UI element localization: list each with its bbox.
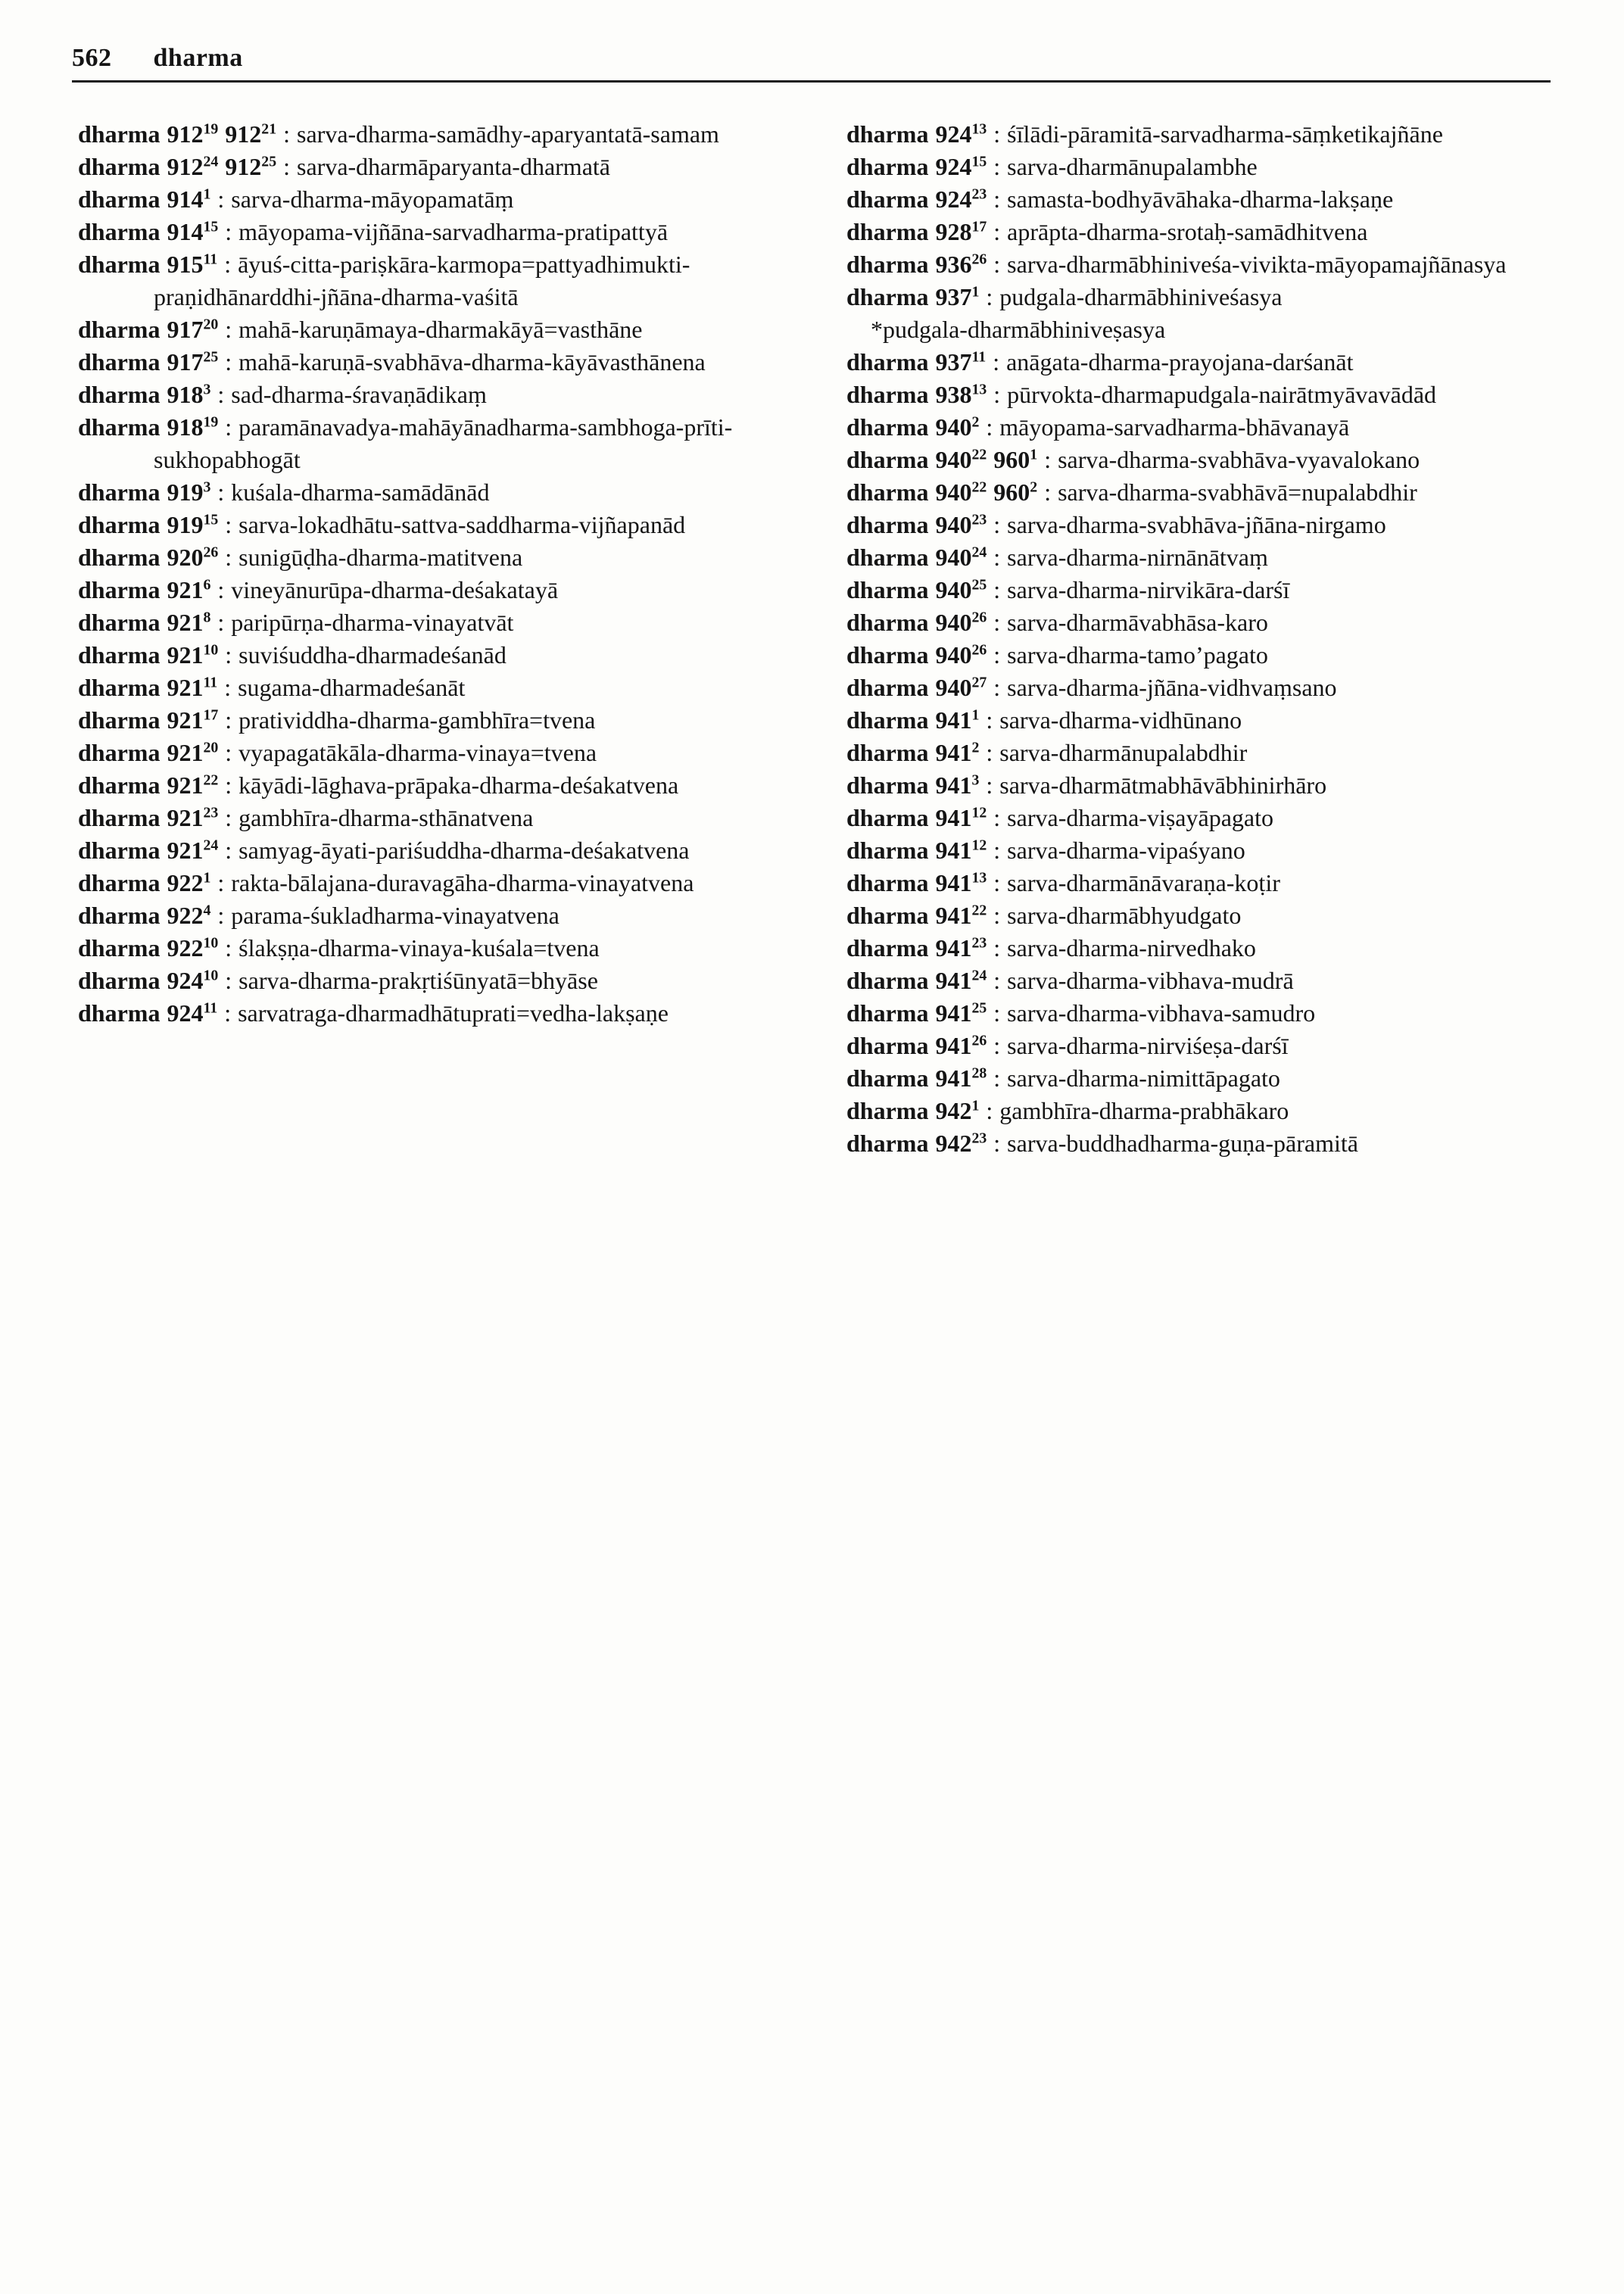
entry-headword: dharma $941^{13}$: [846, 869, 987, 896]
line-number-superscript: 15: [203, 218, 219, 235]
entry-headword: dharma $921^8$: [78, 609, 211, 636]
entry-term: āyuś-citta-pariṣkāra-karmopa=pattyadhimukti-praṇidhānarddhi-jñāna-dharma-vaśitā: [154, 251, 690, 310]
entry-variant-note: *pudgala-dharmābhiniveṣasya: [871, 316, 1166, 343]
entry-headword: dharma $915^{11}$: [78, 251, 218, 278]
line-number-superscript: 21: [261, 120, 277, 138]
index-entry: dharma $941^{22}$ : sarva-dharmābhyudgato: [846, 902, 1242, 929]
line-number-superscript: 1: [203, 185, 211, 203]
index-entry: dharma $941^{13}$ : sarva-dharmānāvaraṇa-koṭir: [846, 869, 1280, 896]
line-number-superscript: 25: [971, 576, 987, 594]
index-entry: dharma $921^{24}$ : samyag-āyati-pariśuddha-dharma-deśakatvena: [78, 837, 690, 864]
index-entry: dharma $941^{24}$ : sarva-dharma-vibhava-mudrā: [846, 967, 1294, 994]
line-number-superscript: 11: [203, 674, 218, 691]
entry-headword: dharma $941^{26}$: [846, 1032, 987, 1059]
index-entry: dharma $921^{11}$ : sugama-dharmadeśanāt: [78, 674, 466, 701]
index-entry: dharma $937^{11}$ : anāgata-dharma-prayojana-darśanāt: [846, 348, 1354, 376]
index-entry: dharma $941^2$ : sarva-dharmānupalabdhir: [846, 739, 1248, 766]
index-entry: dharma $921^8$ : paripūrṇa-dharma-vinayatvāt: [78, 609, 514, 636]
entry-term: sugama-dharmadeśanāt: [238, 674, 466, 701]
entry-term: sarva-dharma-vibhava-samudro: [1007, 999, 1316, 1027]
entry-term: sarva-dharmānāvaraṇa-koṭir: [1007, 869, 1280, 896]
line-number-superscript: 1: [971, 706, 980, 724]
entry-headword: dharma $919^3$: [78, 478, 211, 506]
line-number-superscript: 13: [971, 381, 987, 398]
line-number-superscript: 26: [971, 641, 987, 659]
entry-headword: dharma $922^4$: [78, 902, 211, 929]
line-number-superscript: 24: [203, 837, 219, 854]
line-number-superscript: 26: [971, 1032, 987, 1049]
line-number-superscript: 23: [971, 1130, 987, 1147]
line-number-superscript: 12: [971, 837, 987, 854]
entry-headword: dharma $940^{23}$: [846, 511, 987, 538]
index-entry: dharma $928^{17}$ : aprāpta-dharma-srotaḥ-samādhitvena: [846, 218, 1368, 245]
entry-headword: dharma $940^{24}$: [846, 544, 987, 571]
left-column: [78, 118, 756, 1030]
entry-headword: dharma $941^{25}$: [846, 999, 987, 1027]
entry-term: māyopama-sarvadharma-bhāvanayā: [999, 413, 1350, 441]
index-entry: dharma $940^2$ : māyopama-sarvadharma-bhāvanayā: [846, 413, 1350, 441]
line-number-superscript: 13: [971, 869, 987, 887]
entry-term: sarva-dharma-nirviśeṣa-darśī: [1007, 1032, 1289, 1059]
entry-headword: dharma $924^{15}$: [846, 153, 987, 180]
entry-headword: dharma $924^{23}$: [846, 185, 987, 213]
entry-term: gambhīra-dharma-prabhākaro: [999, 1097, 1289, 1124]
line-number-superscript: 17: [203, 706, 219, 724]
entry-headword: dharma $912^{19}$ $912^{21}$: [78, 120, 277, 148]
line-number-superscript: 23: [971, 511, 987, 528]
entry-term: sarva-dharma-tamo’pagato: [1007, 641, 1268, 669]
entry-headword: dharma $940^2$: [846, 413, 980, 441]
entry-term: ślakṣṇa-dharma-vinaya-kuśala=tvena: [238, 934, 600, 962]
entry-term: sarva-dharma-svabhāvā=nupalabdhir: [1058, 478, 1417, 506]
index-entry: dharma $940^{22}$ $960^2$ : sarva-dharma-svabhāvā=nupalabdhir: [846, 478, 1417, 506]
entry-headword: dharma $921^{22}$: [78, 771, 219, 799]
entry-headword: dharma $919^{15}$: [78, 511, 219, 538]
entry-term: sarvatraga-dharmadhātuprati=vedha-lakṣaṇe: [238, 999, 669, 1027]
entry-term: sarva-dharma-svabhāva-vyavalokano: [1058, 446, 1420, 473]
entry-headword: dharma $921^{11}$: [78, 674, 218, 701]
index-entry: dharma $912^{19}$ $912^{21}$ : sarva-dharma-samādhy-aparyantatā-samam: [78, 120, 719, 148]
entry-headword: dharma $937^1$: [846, 283, 980, 310]
entry-term: aprāpta-dharma-srotaḥ-samādhitvena: [1007, 218, 1368, 245]
index-entry: dharma $941^1$ : sarva-dharma-vidhūnano: [846, 706, 1242, 734]
line-number-superscript: 2: [971, 739, 980, 756]
entry-headword: dharma $914^1$: [78, 185, 211, 213]
entry-term: anāgata-dharma-prayojana-darśanāt: [1006, 348, 1354, 376]
line-number-superscript: 11: [203, 999, 218, 1017]
entry-headword: dharma $921^6$: [78, 576, 211, 603]
index-entry: dharma $937^1$ : pudgala-dharmābhiniveśasya: [846, 283, 1283, 310]
entry-headword: dharma $920^{26}$: [78, 544, 219, 571]
line-number-superscript: 25: [203, 348, 219, 366]
entry-headword: dharma $922^1$: [78, 869, 211, 896]
entry-term: sad-dharma-śravaṇādikaṃ: [231, 381, 487, 408]
index-entry: dharma $918^3$ : sad-dharma-śravaṇādikaṃ: [78, 381, 487, 408]
line-number-superscript: 10: [203, 641, 219, 659]
entry-term: parama-śukladharma-vinayatvena: [231, 902, 560, 929]
line-number-superscript: 26: [971, 609, 987, 626]
entry-term: sarva-dharma-jñāna-vidhvaṃsano: [1007, 674, 1337, 701]
index-entry: dharma $919^3$ : kuśala-dharma-samādānād: [78, 478, 490, 506]
index-entry: dharma $940^{26}$ : sarva-dharma-tamo’pagato: [846, 641, 1268, 669]
line-number-superscript: 1: [971, 283, 980, 301]
entry-headword: dharma $941^1$: [846, 706, 980, 734]
entry-term: sarva-dharmātmabhāvābhinirhāro: [999, 771, 1327, 799]
index-entry: dharma $921^{23}$ : gambhīra-dharma-sthānatvena: [78, 804, 534, 831]
line-number-superscript: 27: [971, 674, 987, 691]
entry-headword: dharma $941^{12}$: [846, 837, 987, 864]
entry-headword: dharma $921^{24}$: [78, 837, 219, 864]
index-entry: dharma $924^{11}$ : sarvatraga-dharmadhātuprati=vedha-lakṣaṇe: [78, 999, 669, 1027]
entry-term: vyapagatākāla-dharma-vinaya=tvena: [238, 739, 597, 766]
entry-term: māyopama-vijñāna-sarvadharma-pratipattyā: [238, 218, 669, 245]
entry-headword: dharma $941^{12}$: [846, 804, 987, 831]
entry-term: sarva-dharma-māyopamatāṃ: [231, 185, 514, 213]
entry-headword: dharma $942^1$: [846, 1097, 980, 1124]
entry-term: sarva-dharma-nirvedhako: [1007, 934, 1256, 962]
index-entry: dharma $921^{20}$ : vyapagatākāla-dharma-vinaya=tvena: [78, 739, 597, 766]
line-number-superscript: 26: [971, 251, 987, 268]
entry-term: sarva-dharma-nirnānātvaṃ: [1007, 544, 1268, 571]
index-entry: dharma $919^{15}$ : sarva-lokadhātu-sattva-saddharma-vijñapanād: [78, 511, 686, 538]
entry-headword: dharma $921^{10}$: [78, 641, 219, 669]
line-number-superscript: 24: [203, 153, 219, 170]
index-entry: dharma $936^{26}$ : sarva-dharmābhiniveśa-vivikta-māyopamajñānasya: [846, 251, 1507, 278]
index-entry: dharma $924^{13}$ : śīlādi-pāramitā-sarvadharma-sāṃketikajñāne: [846, 120, 1443, 148]
entry-headword: dharma $942^{23}$: [846, 1130, 987, 1157]
index-entry: dharma $942^1$ : gambhīra-dharma-prabhākaro: [846, 1097, 1289, 1124]
index-entry: dharma $918^{19}$ : paramānavadya-mahāyānadharma-sambhoga-prīti-sukhopabhogāt: [78, 413, 733, 473]
line-number-superscript: 8: [203, 609, 211, 626]
index-entry: dharma $921^{17}$ : pratividdha-dharma-gambhīra=tvena: [78, 706, 596, 734]
entry-headword: dharma $918^{19}$: [78, 413, 219, 441]
entry-headword: dharma $941^3$: [846, 771, 980, 799]
index-entry: dharma $917^{25}$ : mahā-karuṇā-svabhāva-dharma-kāyāvasthānena: [78, 348, 706, 376]
line-number-superscript: 26: [203, 544, 219, 561]
right-column: [846, 118, 1551, 1160]
line-number-superscript: 24: [971, 967, 987, 984]
line-number-superscript: 22: [971, 902, 987, 919]
page-header: [72, 44, 1551, 73]
index-entry: dharma $912^{24}$ $912^{25}$ : sarva-dharmāparyanta-dharmatā: [78, 153, 610, 180]
index-entry: dharma $921^6$ : vineyānurūpa-dharma-deśakatayā: [78, 576, 559, 603]
index-entry: dharma $941^{23}$ : sarva-dharma-nirvedhako: [846, 934, 1256, 962]
index-entry: dharma $941^{26}$ : sarva-dharma-nirviśeṣa-darśī: [846, 1032, 1289, 1059]
entry-headword: dharma $937^{11}$: [846, 348, 987, 376]
entry-headword: dharma $940^{26}$: [846, 609, 987, 636]
index-entry: dharma $941^{25}$ : sarva-dharma-vibhava-samudro: [846, 999, 1316, 1027]
entry-term: paramānavadya-mahāyānadharma-sambhoga-prīti-sukhopabhogāt: [154, 413, 733, 473]
line-number-superscript: 10: [203, 934, 219, 952]
entry-term: sarva-lokadhātu-sattva-saddharma-vijñapanād: [238, 511, 686, 538]
line-number-superscript: 20: [203, 316, 219, 333]
index-entry: dharma $914^1$ : sarva-dharma-māyopamatāṃ: [78, 185, 514, 213]
entry-term: sarva-dharma-svabhāva-jñāna-nirgamo: [1007, 511, 1386, 538]
entry-term: sarva-dharma-viṣayāpagato: [1007, 804, 1273, 831]
running-head: dharma: [153, 44, 243, 72]
entry-headword: dharma $928^{17}$: [846, 218, 987, 245]
line-number-superscript: 19: [203, 120, 219, 138]
line-number-superscript: 15: [971, 153, 987, 170]
index-entry: dharma $922^{10}$ : ślakṣṇa-dharma-vinaya-kuśala=tvena: [78, 934, 600, 962]
entry-term: sarva-dharma-nimittāpagato: [1007, 1064, 1280, 1092]
entry-headword: dharma $940^{22}$ $960^1$: [846, 446, 1038, 473]
entry-headword: dharma $938^{13}$: [846, 381, 987, 408]
line-number-superscript: 24: [971, 544, 987, 561]
line-number-superscript: 15: [203, 511, 219, 528]
entry-headword: dharma $941^{24}$: [846, 967, 987, 994]
entry-term: sarva-dharmābhyudgato: [1007, 902, 1242, 929]
entry-term: mahā-karuṇāmaya-dharmakāyā=vasthāne: [238, 316, 643, 343]
entry-headword: dharma $924^{13}$: [846, 120, 987, 148]
entry-term: sarva-dharmāvabhāsa-karo: [1007, 609, 1268, 636]
line-number-superscript: 25: [261, 153, 277, 170]
index-entry: dharma $924^{23}$ : samasta-bodhyāvāhaka-dharma-lakṣaṇe: [846, 185, 1394, 213]
line-number-superscript: 3: [971, 771, 980, 789]
line-number-superscript: 1: [203, 869, 211, 887]
entry-headword: dharma $936^{26}$: [846, 251, 987, 278]
index-entry: dharma $940^{27}$ : sarva-dharma-jñāna-vidhvaṃsano: [846, 674, 1337, 701]
line-number-superscript: 4: [203, 902, 211, 919]
line-number-superscript: 2: [1030, 478, 1038, 496]
entry-headword: dharma $917^{25}$: [78, 348, 219, 376]
entry-term: vineyānurūpa-dharma-deśakatayā: [231, 576, 559, 603]
entry-term: sarva-dharmānupalabdhir: [999, 739, 1248, 766]
line-number-superscript: 1: [1030, 446, 1038, 463]
line-number-superscript: 17: [971, 218, 987, 235]
line-number-superscript: 2: [971, 413, 980, 431]
entry-term: sunigūḍha-dharma-matitvena: [238, 544, 523, 571]
line-number-superscript: 3: [203, 478, 211, 496]
entry-headword: dharma $924^{10}$: [78, 967, 219, 994]
entry-term: samasta-bodhyāvāhaka-dharma-lakṣaṇe: [1007, 185, 1394, 213]
entry-headword: dharma $940^{27}$: [846, 674, 987, 701]
entry-term: pudgala-dharmābhiniveśasya: [999, 283, 1283, 310]
header-rule: [72, 80, 1551, 83]
entry-headword: dharma $914^{15}$: [78, 218, 219, 245]
entry-term: sarva-dharma-vibhava-mudrā: [1007, 967, 1294, 994]
line-number-superscript: 1: [971, 1097, 980, 1114]
line-number-superscript: 23: [203, 804, 219, 821]
entry-term: kuśala-dharma-samādānād: [231, 478, 490, 506]
index-entry: dharma $924^{10}$ : sarva-dharma-prakṛtiśūnyatā=bhyāse: [78, 967, 598, 994]
index-entry: dharma $922^1$ : rakta-bālajana-duravagāha-dharma-vinayatvena: [78, 869, 694, 896]
entry-term: sarva-dharma-prakṛtiśūnyatā=bhyāse: [238, 967, 598, 994]
entry-term: sarva-dharmāparyanta-dharmatā: [297, 153, 610, 180]
line-number-superscript: 28: [971, 1064, 987, 1082]
index-entry: dharma $942^{23}$ : sarva-buddhadharma-guṇa-pāramitā: [846, 1130, 1358, 1157]
entry-headword: dharma $941^2$: [846, 739, 980, 766]
line-number-superscript: 11: [971, 348, 987, 366]
index-entry: dharma $941^{28}$ : sarva-dharma-nimittāpagato: [846, 1064, 1280, 1092]
line-number-superscript: 23: [971, 185, 987, 203]
entry-term: śīlādi-pāramitā-sarvadharma-sāṃketikajñāne: [1007, 120, 1443, 148]
index-entry: dharma $921^{10}$ : suviśuddha-dharmadeśanād: [78, 641, 507, 669]
line-number-superscript: 22: [203, 771, 219, 789]
line-number-superscript: 13: [971, 120, 987, 138]
entry-term: gambhīra-dharma-sthānatvena: [238, 804, 534, 831]
entry-term: rakta-bālajana-duravagāha-dharma-vinayatvena: [231, 869, 694, 896]
index-entry: dharma $938^{13}$ : pūrvokta-dharmapudgala-nairātmyāvavādād: [846, 381, 1437, 408]
entry-term: suviśuddha-dharmadeśanād: [238, 641, 507, 669]
index-entry: dharma $924^{15}$ : sarva-dharmānupalambhe: [846, 153, 1258, 180]
entry-term: sarva-buddhadharma-guṇa-pāramitā: [1007, 1130, 1358, 1157]
entry-headword: dharma $922^{10}$: [78, 934, 219, 962]
entry-headword: dharma $917^{20}$: [78, 316, 219, 343]
entry-headword: dharma $921^{20}$: [78, 739, 219, 766]
line-number-superscript: 23: [971, 934, 987, 952]
entry-term: sarva-dharmābhiniveśa-vivikta-māyopamajñānasya: [1007, 251, 1507, 278]
entry-headword: dharma $921^{23}$: [78, 804, 219, 831]
entry-headword: dharma $941^{23}$: [846, 934, 987, 962]
index-entry: dharma $915^{11}$ : āyuś-citta-pariṣkāra-karmopa=pattyadhimukti-praṇidhānarddhi-jñāna-dharma-vaśitā: [78, 251, 690, 310]
page-number: 562: [72, 44, 112, 72]
entry-headword: dharma $921^{17}$: [78, 706, 219, 734]
index-entry: dharma $941^{12}$ : sarva-dharma-vipaśyano: [846, 837, 1245, 864]
index-entry: dharma $941^3$ : sarva-dharmātmabhāvābhinirhāro: [846, 771, 1327, 799]
entry-headword: dharma $924^{11}$: [78, 999, 218, 1027]
index-entry: dharma $922^4$ : parama-śukladharma-vinayatvena: [78, 902, 560, 929]
entry-term: pūrvokta-dharmapudgala-nairātmyāvavādād: [1007, 381, 1437, 408]
line-number-superscript: 22: [971, 478, 987, 496]
entry-headword: dharma $940^{25}$: [846, 576, 987, 603]
index-entry: dharma $921^{22}$ : kāyādi-lāghava-prāpaka-dharma-deśakatvena: [78, 771, 679, 799]
entry-headword: dharma $940^{26}$: [846, 641, 987, 669]
line-number-superscript: 20: [203, 739, 219, 756]
entry-headword: dharma $912^{24}$ $912^{25}$: [78, 153, 277, 180]
line-number-superscript: 10: [203, 967, 219, 984]
entry-term: sarva-dharma-samādhy-aparyantatā-samam: [297, 120, 719, 148]
entry-term: samyag-āyati-pariśuddha-dharma-deśakatvena: [238, 837, 690, 864]
entry-term: mahā-karuṇā-svabhāva-dharma-kāyāvasthānena: [238, 348, 706, 376]
index-entry: dharma $941^{12}$ : sarva-dharma-viṣayāpagato: [846, 804, 1273, 831]
index-entry: dharma $940^{22}$ $960^1$ : sarva-dharma-svabhāva-vyavalokano: [846, 446, 1420, 473]
line-number-superscript: 25: [971, 999, 987, 1017]
entry-term: pratividdha-dharma-gambhīra=tvena: [238, 706, 596, 734]
entry-term: sarva-dharmānupalambhe: [1007, 153, 1258, 180]
index-entry: dharma $917^{20}$ : mahā-karuṇāmaya-dharmakāyā=vasthāne: [78, 316, 643, 343]
index-entry: dharma $940^{23}$ : sarva-dharma-svabhāva-jñāna-nirgamo: [846, 511, 1386, 538]
index-entry: dharma $940^{26}$ : sarva-dharmāvabhāsa-karo: [846, 609, 1268, 636]
line-number-superscript: 19: [203, 413, 219, 431]
line-number-superscript: 22: [971, 446, 987, 463]
index-entry: dharma $940^{24}$ : sarva-dharma-nirnānātvaṃ: [846, 544, 1268, 571]
entry-term: sarva-dharma-vipaśyano: [1007, 837, 1245, 864]
entry-term: paripūrṇa-dharma-vinayatvāt: [231, 609, 514, 636]
index-entry: dharma $920^{26}$ : sunigūḍha-dharma-matitvena: [78, 544, 523, 571]
entry-headword: dharma $940^{22}$ $960^2$: [846, 478, 1038, 506]
index-entry: dharma $914^{15}$ : māyopama-vijñāna-sarvadharma-pratipattyā: [78, 218, 669, 245]
entry-headword: dharma $941^{22}$: [846, 902, 987, 929]
entry-headword: dharma $941^{28}$: [846, 1064, 987, 1092]
line-number-superscript: 6: [203, 576, 211, 594]
index-entry: dharma $940^{25}$ : sarva-dharma-nirvikāra-darśī: [846, 576, 1290, 603]
entry-term: sarva-dharma-vidhūnano: [999, 706, 1242, 734]
line-number-superscript: 12: [971, 804, 987, 821]
entry-term: kāyādi-lāghava-prāpaka-dharma-deśakatvena: [238, 771, 679, 799]
line-number-superscript: 3: [203, 381, 211, 398]
line-number-superscript: 11: [203, 251, 218, 268]
entry-headword: dharma $918^3$: [78, 381, 211, 408]
entry-term: sarva-dharma-nirvikāra-darśī: [1007, 576, 1290, 603]
